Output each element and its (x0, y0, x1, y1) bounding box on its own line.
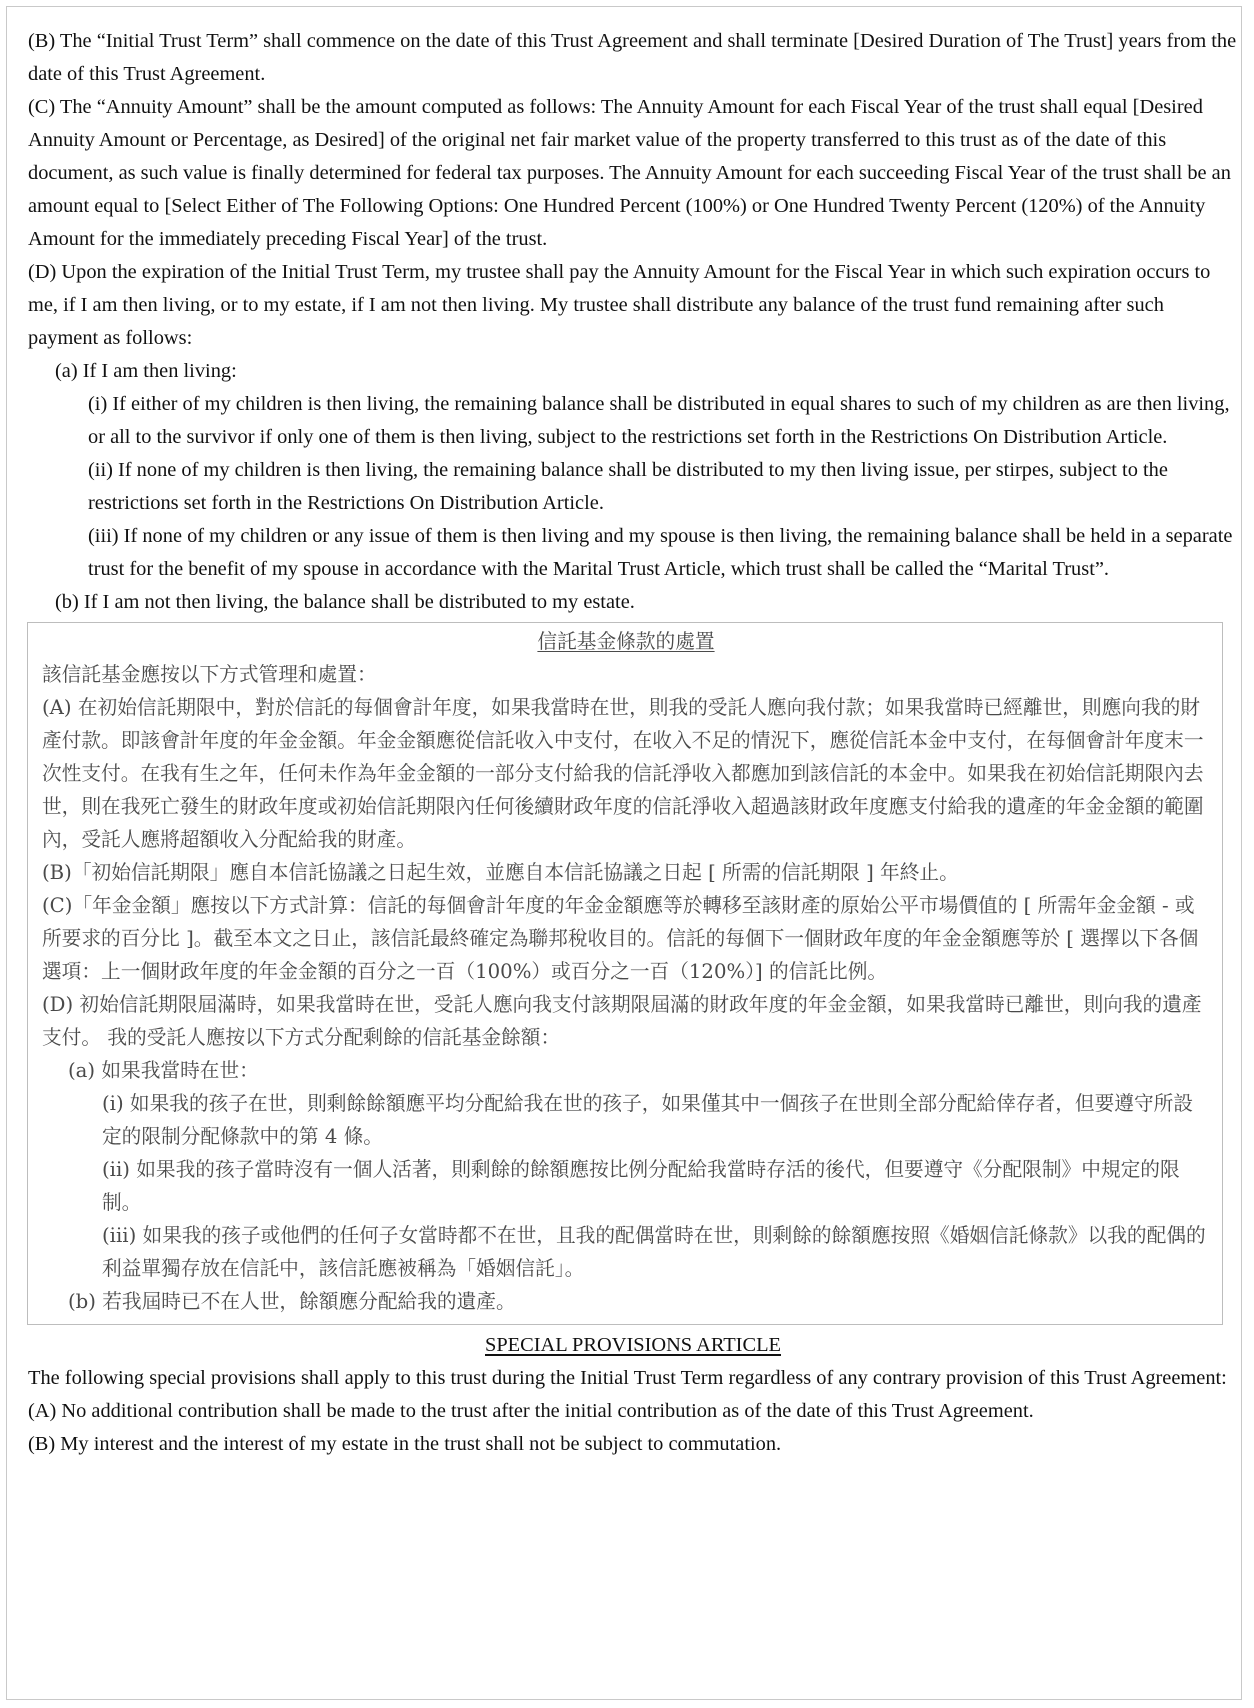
special-provisions-title: SPECIAL PROVISIONS ARTICLE (485, 1334, 781, 1356)
document-page (6, 6, 1242, 1700)
clause-d-a-if-living: (a) If I am then living: (55, 360, 237, 382)
chinese-clause-d-b: (b) 若我屆時已不在人世，餘額應分配給我的遺產。 (68, 1290, 516, 1313)
chinese-clause-d-a-ii: (ii) 如果我的孩子當時沒有一個人活著，則剩餘的餘額應按比例分配給我當時存活的後代，但要遵守《分配限制》中規定的限制。 (102, 1158, 1180, 1214)
clause-b-initial-trust-term: (B) The “Initial Trust Term” shall commence on the date of this Trust Agreement and shall terminate [Desired Duration of The Trust] years from the date of this Trust Agreement. (28, 30, 1237, 85)
clause-d-a-ii: (ii) If none of my children is then living, the remaining balance shall be distributed to my then living issue, per stirpes, subject to the restrictions set forth in the Restrictions On Distribution Article. (88, 459, 1168, 514)
special-provision-a: (A) No additional contribution shall be made to the trust after the initial contribution as of the date of this Trust Agreement. (28, 1400, 1034, 1422)
document-content (28, 25, 1238, 1461)
clause-d-a-iii: (iii) If none of my children or any issue of them is then living and my spouse is then living, the remaining balance shall be held in a separate trust for the benefit of my spouse in accordance with the Marital Trust Article, which trust shall be called the “Marital Trust”. (88, 525, 1233, 580)
chinese-clause-d: (D) 初始信託期限屆滿時，如果我當時在世，受託人應向我支付該期限屆滿的財政年度的年金金額，如果我當時已離世，則向我的遺產支付。 我的受託人應按以下方式分配剩餘的信託基金餘額： (42, 993, 1202, 1049)
clause-d-expiration: (D) Upon the expiration of the Initial Trust Term, my trustee shall pay the Annuity Amount for the Fiscal Year in which such expiration occurs to me, if I am then living, or to my estate, if I am not then living. My trustee shall distribute any balance of the trust fund remaining after such payment as follows: (28, 261, 1211, 349)
chinese-intro: 該信託基金應按以下方式管理和處置： (42, 663, 377, 686)
clause-d-b-not-living: (b) If I am not then living, the balance shall be distributed to my estate. (55, 591, 635, 613)
clause-c-annuity-amount: (C) The “Annuity Amount” shall be the amount computed as follows: The Annuity Amount for each Fiscal Year of the trust shall equal [Desired Annuity Amount or Percentage, as Desired] of the original net fair market value of the property transferred to this trust as of the date of this document, as such value is finally determined for federal tax purposes. The Annuity Amount for each succeeding Fiscal Year of the trust shall be an amount equal to [Select Either of The Following Options: One Hundred Percent (100%) or One Hundred Twenty Percent (120%) of the Annuity Amount for the immediately preceding Fiscal Year] of the trust. (28, 96, 1231, 250)
chinese-section-title: 信託基金條款的處置 (537, 630, 715, 653)
chinese-translation-box (27, 622, 1223, 1325)
chinese-clause-c: (C)「年金金額」應按以下方式計算：信託的每個會計年度的年金金額應等於轉移至該財產的原始公平市場價值的 [ 所需年金金額 - 或所要求的百分比 ]。截至本文之日止，該信託最終確定為聯邦稅收目的。信託的每個下一個財政年度的年金金額應等於 [ 選擇以下各個選項：上一個財政年度的年金金額的百分之一百（100%）或百分之一百（120%）] 的信託比例。 (42, 894, 1199, 983)
chinese-clause-b: (B)「初始信託期限」應自本信託協議之日起生效，並應自本信託協議之日起 [ 所需的信託期限 ] 年終止。 (42, 861, 959, 884)
chinese-clause-a: (A) 在初始信託期限中，對於信託的每個會計年度，如果我當時在世，則我的受託人應向我付款；如果我當時已經離世，則應向我的財產付款。即該會計年度的年金金額。年金金額應從信託收入中支付，在收入不足的情況下，應從信託本金中支付，在每個會計年度末一次性支付。在我有生之年，任何未作為年金金額的一部分支付給我的信託淨收入都應加到該信託的本金中。如果我在初始信託期限內去世，則在我死亡發生的財政年度或初始信託期限內任何後續財政年度的信託淨收入超過該財政年度應支付給我的遺產的年金金額的範圍內，受託人應將超額收入分配給我的財產。 (42, 696, 1204, 851)
special-provision-b: (B) My interest and the interest of my estate in the trust shall not be subject to commutation. (28, 1433, 782, 1455)
clause-d-a-i: (i) If either of my children is then living, the remaining balance shall be distributed in equal shares to such of my children as are then living, or all to the survivor if only one of them is then living, subject to the restrictions set forth in the Restrictions On Distribution Article. (88, 393, 1230, 448)
chinese-clause-d-a-i: (i) 如果我的孩子在世，則剩餘餘額應平均分配給我在世的孩子，如果僅其中一個孩子在世則全部分配給倖存者，但要遵守所設定的限制分配條款中的第 4 條。 (102, 1092, 1194, 1148)
chinese-clause-d-a: (a) 如果我當時在世： (68, 1059, 259, 1082)
special-provisions-intro: The following special provisions shall apply to this trust during the Initial Trust Term regardless of any contrary provision of this Trust Agreement: (28, 1367, 1227, 1389)
chinese-clause-d-a-iii: (iii) 如果我的孩子或他們的任何子女當時都不在世，且我的配偶當時在世，則剩餘的餘額應按照《婚姻信託條款》以我的配偶的利益單獨存放在信託中，該信託應被稱為「婚姻信託」。 (102, 1224, 1206, 1280)
